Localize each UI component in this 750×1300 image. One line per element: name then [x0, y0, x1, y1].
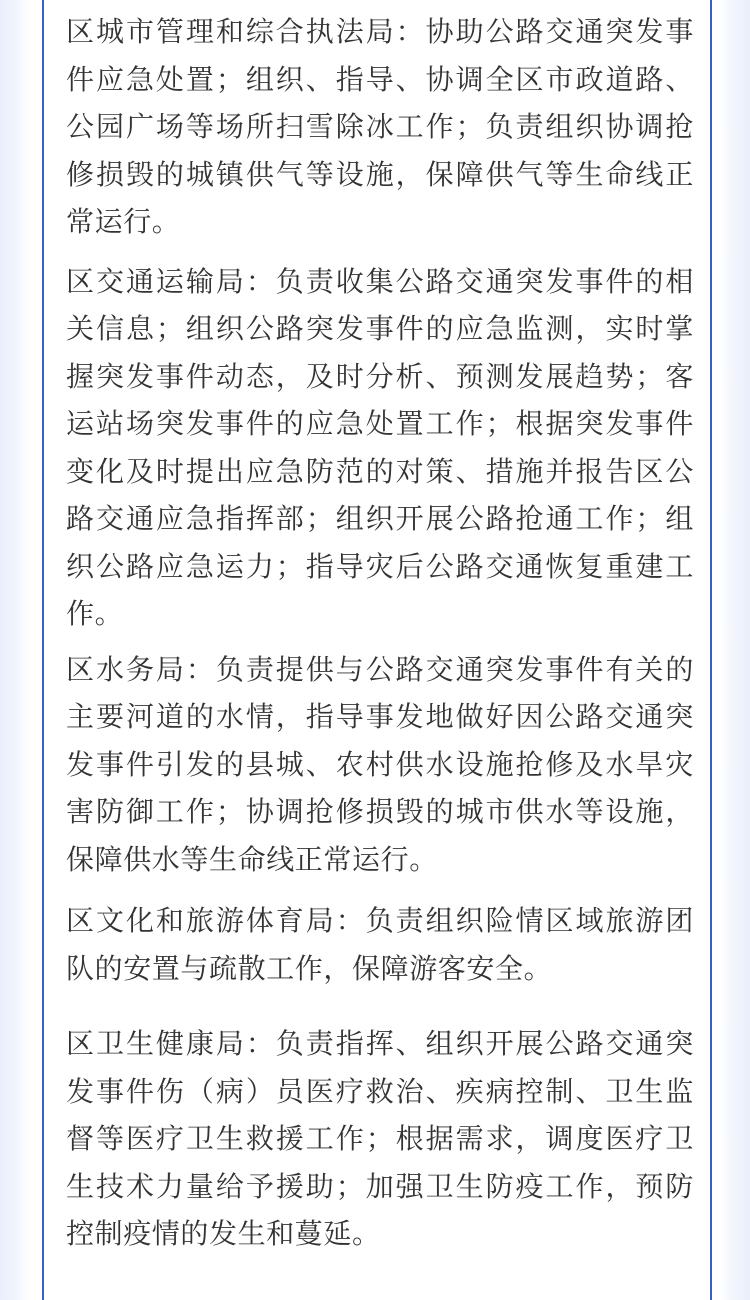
paragraph-transport-bureau: 区交通运输局：负责收集公路交通突发事件的相关信息；组织公路突发事件的应急监测，实时掌握突发事件动态，及时分析、预测发展趋势；客运站场突发事件的应急处置工作；根据突发事件变化及时提出应急防范的对策、措施并报告区公路交通应急指挥部；组织开展公路抢通工作；组织公路应急运力；指导灾后公路交通恢复重建工作。 — [66, 264, 694, 630]
paragraph-culture-tourism-sports-bureau: 区文化和旅游体育局：负责组织险情区域旅游团队的安置与疏散工作，保障游客安全。 — [66, 904, 694, 985]
content-panel — [42, 0, 712, 1300]
article-body — [66, 8, 694, 1258]
paragraph-water-affairs-bureau: 区水务局：负责提供与公路交通突发事件有关的主要河道的水情，指导事发地做好因公路交通突发事件引发的县城、农村供水设施抢修及水旱灾害防御工作；协调抢修损毁的城市供水等设施，保障供水等生命线正常运行。 — [66, 652, 694, 876]
paragraph-health-bureau: 区卫生健康局：负责指挥、组织开展公路交通突发事件伤（病）员医疗救治、疾病控制、卫生监督等医疗卫生救援工作；根据需求，调度医疗卫生技术力量给予援助；加强卫生防疫工作，预防控制疫情的发生和蔓延。 — [66, 1027, 694, 1250]
paragraph-urban-management-bureau: 区城市管理和综合执法局：协助公路交通突发事件应急处置；组织、指导、协调全区市政道路、公园广场等场所扫雪除冰工作；负责组织协调抢修损毁的城镇供气等设施，保障供气等生命线正常运行。 — [66, 15, 694, 238]
